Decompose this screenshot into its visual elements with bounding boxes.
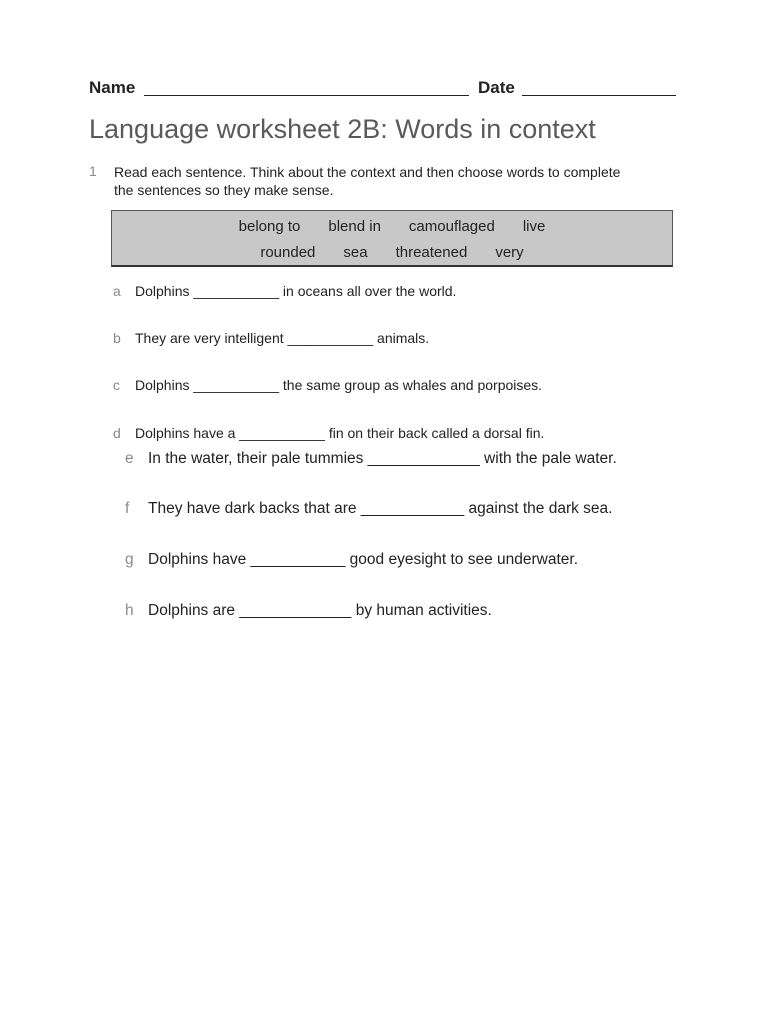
item-sentence: They have dark backs that are ____________ against the dark sea. xyxy=(148,500,613,517)
word-option: live xyxy=(522,218,546,235)
item-sentence: Dolphins have a ___________ fin on their back called a dorsal fin. xyxy=(135,425,545,441)
item-letter: f xyxy=(125,500,130,517)
item-letter: e xyxy=(125,450,134,467)
word-option: very xyxy=(495,244,524,261)
item-letter: d xyxy=(113,425,121,441)
word-option: belong to xyxy=(238,218,301,235)
name-label: Name xyxy=(89,78,136,97)
item-sentence: Dolphins ___________ the same group as whales and porpoises. xyxy=(135,377,543,393)
word-option: threatened xyxy=(395,244,468,261)
word-option: rounded xyxy=(260,244,316,261)
page-title: Language worksheet 2B: Words in context xyxy=(89,114,596,144)
word-bank-row-2 xyxy=(112,244,672,261)
date-field-line[interactable] xyxy=(522,95,676,96)
word-option: camouflaged xyxy=(408,218,495,235)
word-option: sea xyxy=(343,244,368,261)
item-letter: a xyxy=(113,283,121,299)
word-option: blend in xyxy=(328,218,381,235)
name-date-header xyxy=(89,76,677,102)
item-sentence: They are very intelligent ___________ animals. xyxy=(135,330,430,346)
task-number: 1 xyxy=(89,163,97,179)
word-bank xyxy=(111,210,673,267)
name-field-line[interactable] xyxy=(144,95,469,96)
item-sentence: Dolphins are _____________ by human activities. xyxy=(148,602,492,619)
task-instruction: Read each sentence. Think about the context and then choose words to complete the sentences so they make sense. xyxy=(114,164,621,198)
item-letter: c xyxy=(113,377,120,393)
item-letter: b xyxy=(113,330,121,346)
date-label: Date xyxy=(478,78,515,97)
item-letter: h xyxy=(125,602,134,619)
word-bank-row-1 xyxy=(112,218,672,235)
item-sentence: Dolphins have ___________ good eyesight to see underwater. xyxy=(148,551,579,568)
item-sentence: In the water, their pale tummies _____________ with the pale water. xyxy=(148,450,617,467)
item-sentence: Dolphins ___________ in oceans all over the world. xyxy=(135,283,457,299)
item-letter: g xyxy=(125,551,134,568)
